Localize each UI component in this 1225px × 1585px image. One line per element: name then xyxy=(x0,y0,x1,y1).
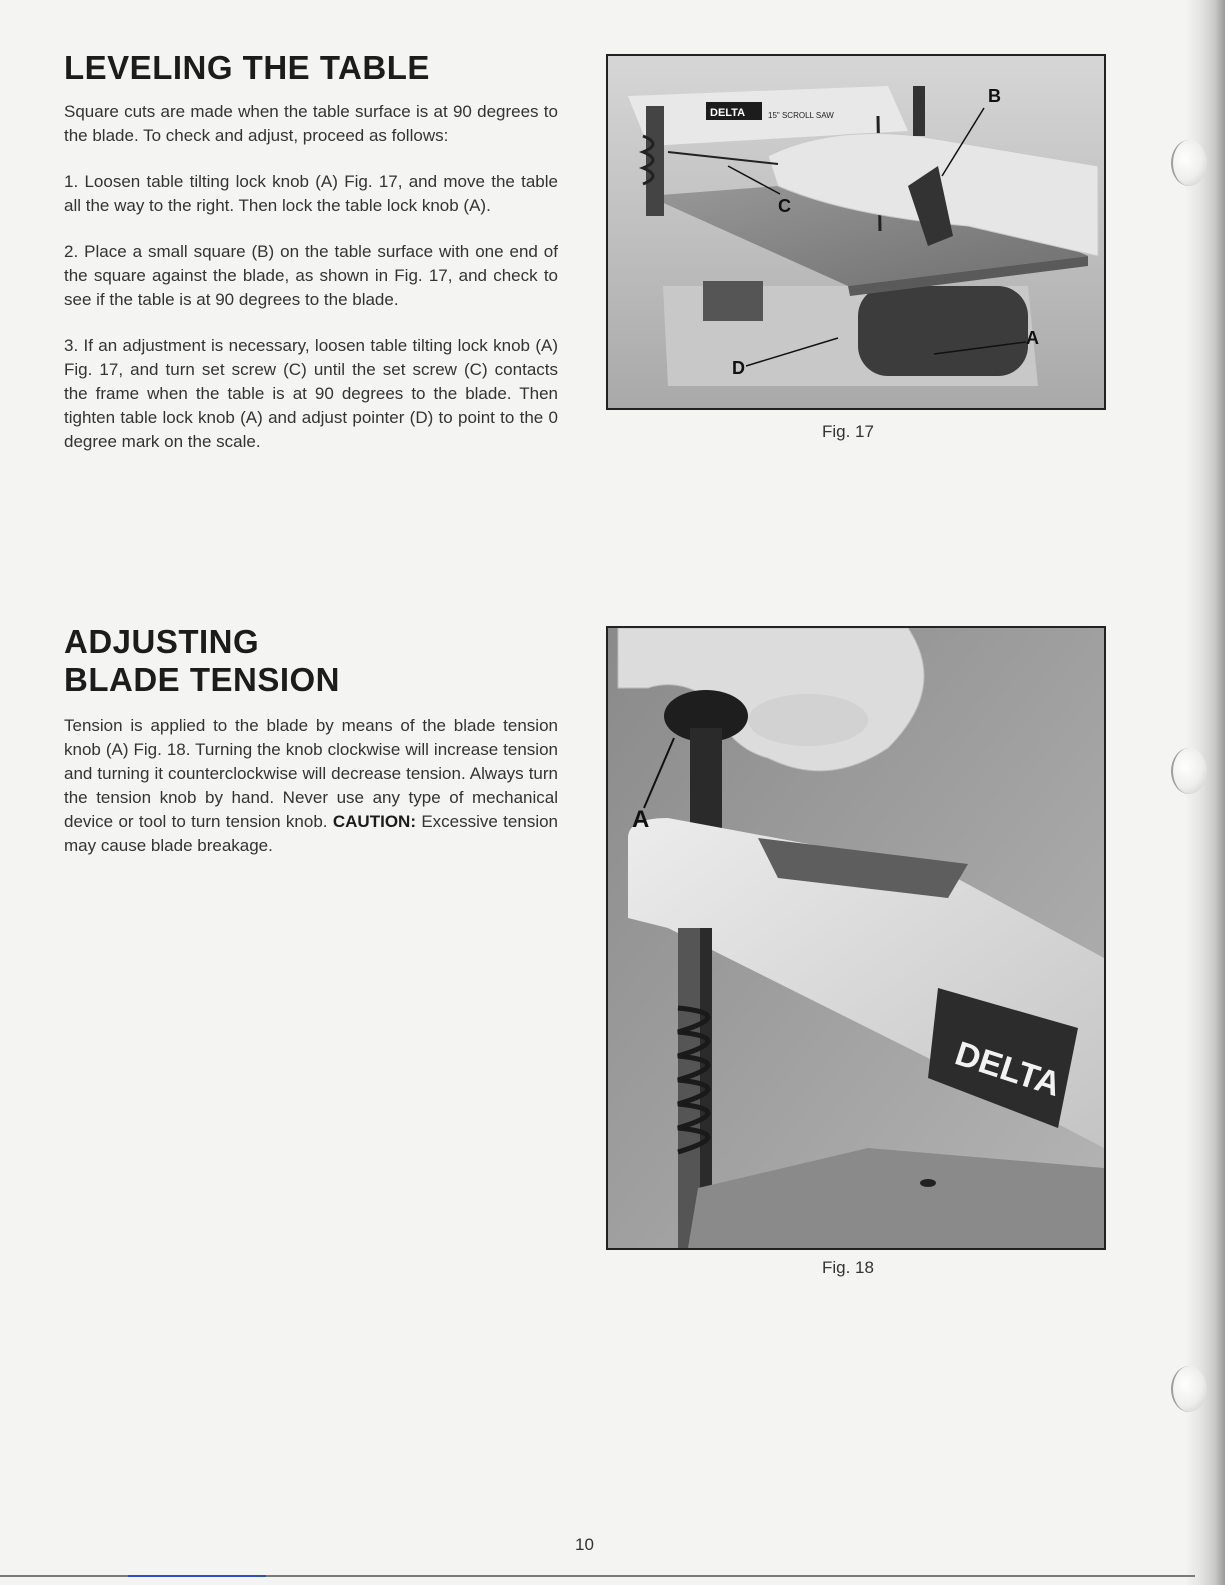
fig17-caption: Fig. 17 xyxy=(822,422,874,441)
binder-hole-top xyxy=(1171,140,1207,186)
fig17-callout-b: B xyxy=(988,86,1001,106)
bottom-blue-mark xyxy=(128,1575,266,1577)
section-title-tension-line2: BLADE TENSION xyxy=(64,661,341,698)
leveling-step-1: 1. Loosen table tilting lock knob (A) Fig. 17, and move the table all the way to the right. Then lock the table lock knob (A). xyxy=(64,172,558,215)
tension-text xyxy=(64,714,558,880)
fig18-brand-label: DELTA xyxy=(950,1034,1066,1105)
section-title-tension-line1: ADJUSTING xyxy=(64,623,260,660)
binder-hole-bottom xyxy=(1171,1366,1207,1412)
leveling-intro: Square cuts are made when the table surface is at 90 degrees to the blade. To check and adjust, proceed as follows: xyxy=(64,102,558,145)
leveling-text xyxy=(64,100,558,476)
fig18-callout-a: A xyxy=(632,806,650,833)
section-title-leveling: LEVELING THE TABLE xyxy=(64,49,430,86)
leveling-step-2: 2. Place a small square (B) on the table surface with one end of the square against the blade, as shown in Fig. 17, and check to see if the table is at 90 degrees to the blade. xyxy=(64,242,558,309)
fig17-model-label: 15" SCROLL SAW xyxy=(768,111,834,120)
fig17-brand-label: DELTA xyxy=(710,107,746,119)
scroll-saw-table-illustration xyxy=(608,56,1104,408)
blade-tension-knob-illustration xyxy=(608,628,1104,1248)
fig17-callout-a: A xyxy=(1026,328,1039,348)
caution-label: CAUTION: xyxy=(332,812,416,831)
tension-body-text: Tension is applied to the blade by means of the blade tension knob (A) Fig. 18. Turning the knob clockwise will increase tension and turning it counterclockwise will decrease tension. Always turn the tension knob by hand. Never use any type of mechanical device or tool to turn tension knob. xyxy=(64,716,558,831)
tension-body xyxy=(64,714,558,858)
fig17-callout-d: D xyxy=(732,358,745,378)
figure-17-photo xyxy=(606,54,1106,410)
leveling-step-3: 3. If an adjustment is necessary, loosen table tilting lock knob (A) Fig. 17, and turn set screw (C) until the set screw (C) contacts the frame when the table is at 90 degrees to the blade. Then tighten table lock knob (A) and adjust pointer (D) to point to the 0 degree mark on the scale. xyxy=(64,336,558,451)
fig18-caption: Fig. 18 xyxy=(822,1258,874,1277)
figure-18-photo xyxy=(606,626,1106,1250)
fig17-callout-c: C xyxy=(778,196,791,216)
binder-hole-middle xyxy=(1171,748,1207,794)
page-number: 10 xyxy=(575,1535,594,1554)
caution-text: Excessive tension may cause blade breakage. xyxy=(64,812,559,855)
